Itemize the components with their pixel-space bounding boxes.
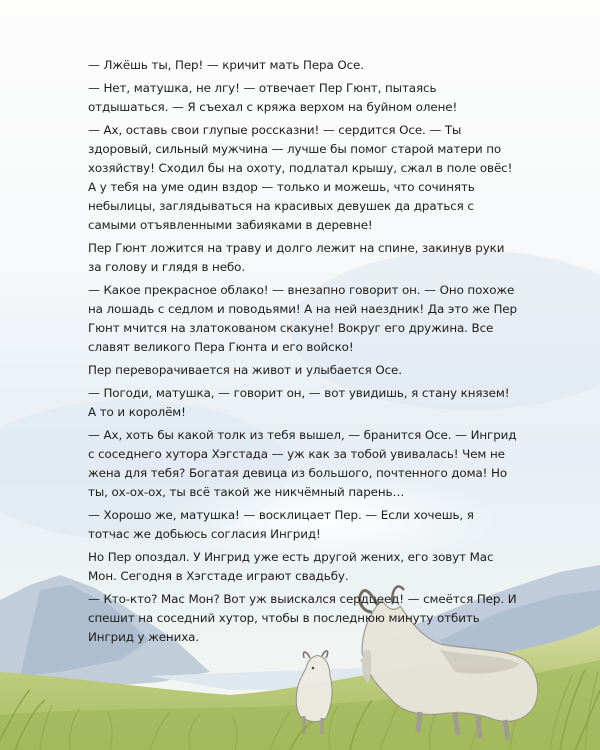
paragraph: — Кто-кто? Мас Мон? Вот уж выискался сердцеед! — смеётся Пер. И спешит на соседний хутор, чтобы в последнюю минуту отбить Ингрид у жениха. (88, 592, 517, 644)
paragraph: — Погоди, матушка, — говорит он, — вот увидишь, я стану князем! А то и королём! (88, 386, 510, 419)
paragraph: — Хорошо же, матушка! — восклицает Пер. — Если хочешь, я тотчас же добьюсь согласия Ингрид! (88, 508, 474, 541)
paragraph: Но Пер опоздал. У Ингрид уже есть другой жених, его зовут Мас Мон. Сегодня в Хэгстаде играют свадьбу. (88, 550, 494, 583)
paragraph: Пер переворачивается на живот и улыбается Осе. (88, 363, 402, 377)
paragraph: — Нет, матушка, не лгу! — отвечает Пер Гюнт, пытаясь отдышаться. — Я съехал с кряжа верхом на буйном олене! (88, 81, 458, 114)
paragraph: — Лжёшь ты, Пер! — кричит мать Пера Осе. (88, 58, 364, 72)
story-text (88, 56, 518, 651)
paragraph: — Какое прекрасное облако! — внезапно говорит он. — Оно похоже на лошадь с седлом и поводьями! А на ней наездник! Да это же Пер Гюнт мчится на златокованом скакуне! Вокруг его дружина. Все славят великого Пера Гюнта и его войско! (88, 283, 517, 354)
paragraph: — Ах, хоть бы какой толк из тебя вышел, — бранится Осе. — Ингрид с соседнего хутора Хэгстада — уж как за тобой увивалась! Чем не жена для тебя? Богатая девица из большого, почтенного дома! Но ты, ох-ох-ох, ты всё такой же никчёмный парень… (88, 428, 517, 499)
paragraph: Пер Гюнт ложится на траву и долго лежит на спине, закинув руки за голову и глядя в небо. (88, 241, 505, 274)
paragraph: — Ах, оставь свои глупые россказни! — сердится Осе. — Ты здоровый, сильный мужчина — лучше бы помог старой матери по хозяйству! Сходил бы на охоту, подлатал крышу, сжал в поле овёс! А у тебя на уме один вздор — только и можешь, что сочинять небылицы, заглядываться на красивых девушек да драться с самыми отъявленными забияками в деревне! (88, 123, 513, 232)
